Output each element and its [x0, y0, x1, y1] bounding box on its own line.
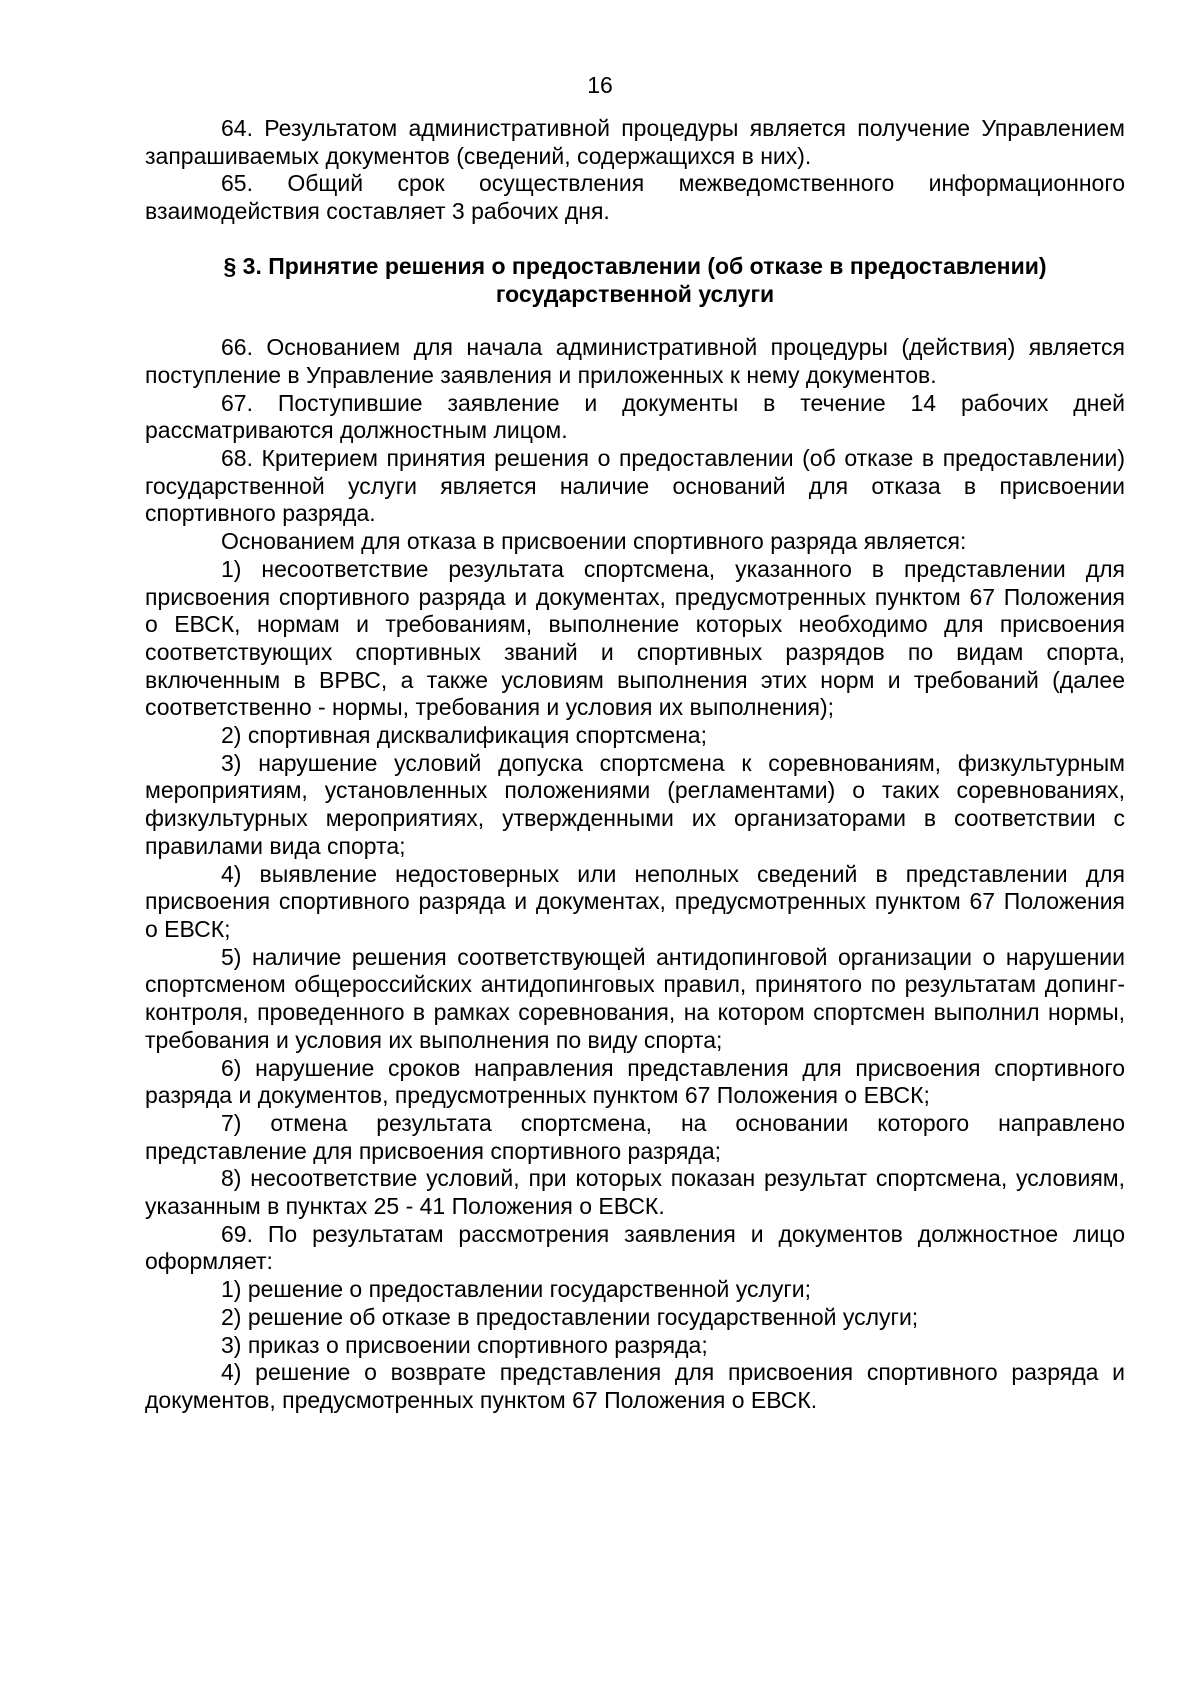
page-number: 16	[587, 72, 613, 98]
refusal-ground-7: 7) отмена результата спортсмена, на основании которого направлено представление для присвоения спортивного разряда;	[145, 1109, 1125, 1164]
paragraph-67: 67. Поступившие заявление и документы в течение 14 рабочих дней рассматриваются должностным лицом.	[145, 389, 1125, 444]
paragraph-64: 64. Результатом административной процедуры является получение Управлением запрашиваемых документов (сведений, содержащихся в них).	[145, 115, 1125, 169]
outcome-item-1: 1) решение о предоставлении государственной услуги;	[221, 1276, 812, 1303]
outcome-item-4: 4) решение о возврате представления для присвоения спортивного разряда и документов, предусмотренных пунктом 67 Положения о ЕВСК.	[145, 1359, 1125, 1413]
refusal-ground-3: 3) нарушение условий допуска спортсмена к соревнованиям, физкультурным мероприятиям, установленных положениями (регламентами) о таких соревнованиях, физкультурных мероприятиях, утвержденными их организаторами в соответствии с правилами вида спорта;	[145, 749, 1125, 859]
refusal-ground-1: 1) несоответствие результата спортсмена, указанного в представлении для присвоения спортивного разряда и документах, предусмотренных пунктом 67 Положения о ЕВСК, нормам и требованиям, выполнение которых необходимо для присвоения соответствующих спортивных званий и спортивных разрядов по видам спорта, включенным в ВРВС, а также условиям выполнения этих норм и требований (далее соответственно - нормы, требования и условия их выполнения);	[145, 555, 1125, 721]
refusal-grounds-intro: Основанием для отказа в присвоении спортивного разряда является:	[221, 528, 967, 555]
section-heading-line2: государственной услуги	[495, 280, 775, 307]
paragraph-65: 65. Общий срок осуществления межведомственного информационного взаимодействия составляет 3 рабочих дня.	[145, 170, 1125, 225]
outcome-item-2: 2) решение об отказе в предоставлении государственной услуги;	[221, 1303, 919, 1330]
refusal-ground-2: 2) спортивная дисквалификация спортсмена;	[221, 722, 707, 749]
paragraph-69: 69. По результатам рассмотрения заявления и документов должностное лицо оформляет:	[145, 1220, 1125, 1275]
section-heading	[145, 253, 1125, 308]
refusal-ground-6: 6) нарушение сроков направления представления для присвоения спортивного разряда и документов, предусмотренных пунктом 67 Положения о ЕВСК;	[145, 1054, 1125, 1109]
section-heading-line1: § 3. Принятие решения о предоставлении (об отказе в предоставлении)	[223, 252, 1047, 279]
refusal-ground-5: 5) наличие решения соответствующей антидопинговой организации о нарушении спортсменом общероссийских антидопинговых правил, принятого по результатам допинг-контроля, проведенного в рамках соревнования, на котором спортсмен выполнил нормы, требования и условия их выполнения по виду спорта;	[145, 943, 1125, 1053]
outcome-item-3: 3) приказ о присвоении спортивного разряда;	[221, 1331, 708, 1358]
document-body	[145, 115, 1125, 1415]
refusal-ground-4: 4) выявление недостоверных или неполных сведений в представлении для присвоения спортивного разряда и документах, предусмотренных пунктом 67 Положения о ЕВСК;	[145, 860, 1125, 942]
paragraph-68: 68. Критерием принятия решения о предоставлении (об отказе в предоставлении) государственной услуги является наличие оснований для отказа в присвоении спортивного разряда.	[145, 445, 1125, 527]
paragraph-66: 66. Основанием для начала административной процедуры (действия) является поступление в Управление заявления и приложенных к нему документов.	[145, 334, 1125, 388]
refusal-ground-8: 8) несоответствие условий, при которых показан результат спортсмена, условиям, указанным в пунктах 25 - 41 Положения о ЕВСК.	[145, 1165, 1125, 1220]
